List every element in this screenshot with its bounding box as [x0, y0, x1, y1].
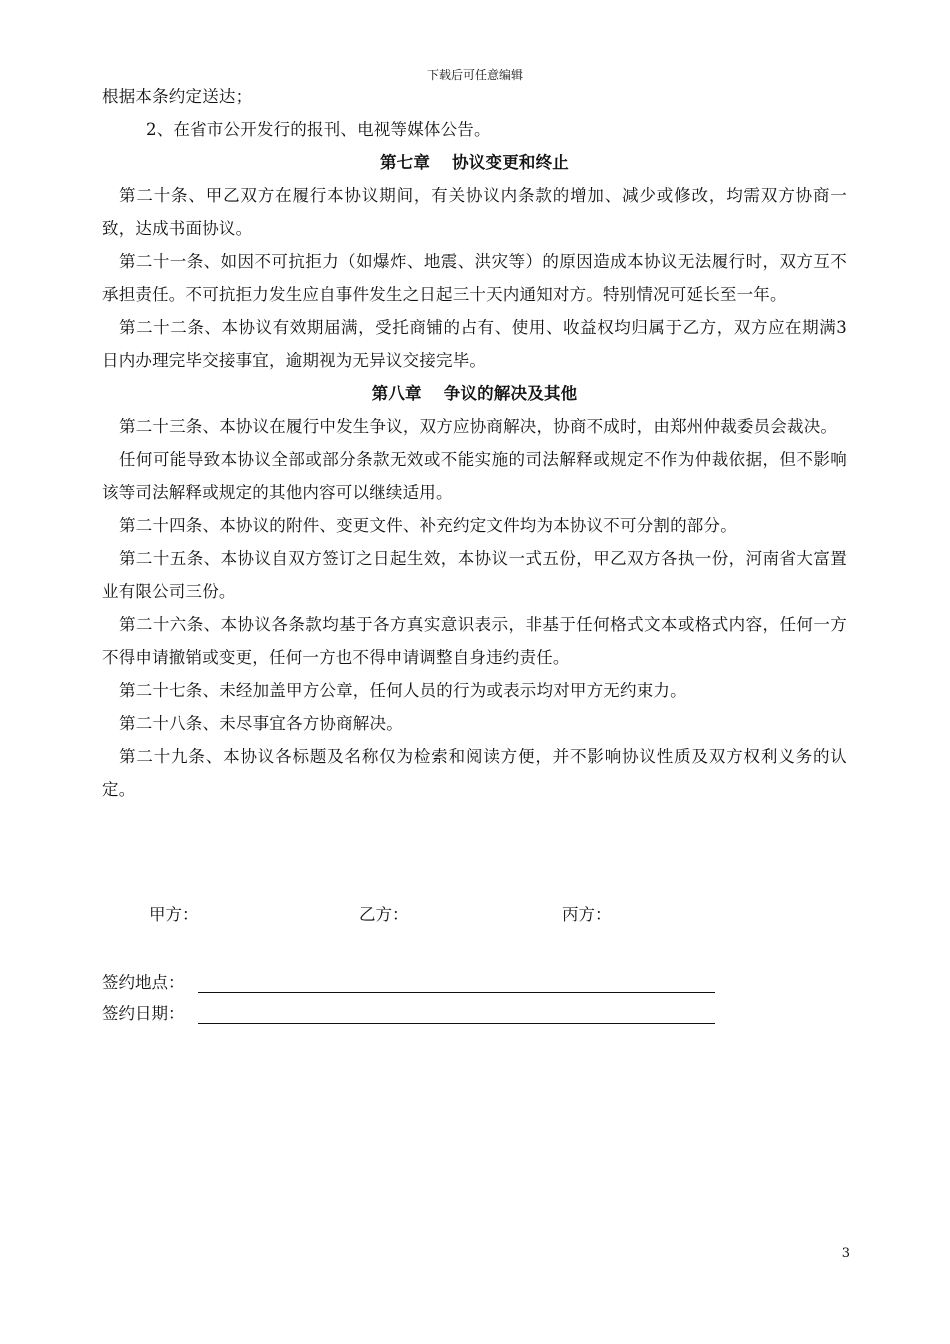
- chapter-number: 第八章: [371, 384, 422, 403]
- signing-place-blank: [198, 992, 715, 993]
- chapter-title: 争议的解决及其他: [443, 384, 578, 403]
- chapter-number: 第七章: [379, 153, 431, 172]
- signing-date-blank: [198, 1023, 715, 1024]
- signing-date-row: [102, 999, 722, 1029]
- page-number: 3: [841, 1246, 850, 1261]
- article-27: 第二十七条、未经加盖甲方公章，任何人员的行为或表示均对甲方无约束力。: [119, 681, 687, 700]
- article-26: 第二十六条、本协议各条款均基于各方真实意识表示，非基于任何格式文本或格式内容，任何一方不得申请撤销或变更，任何一方也不得申请调整自身违约责任。: [102, 615, 847, 667]
- article-29: 第二十九条、本协议各标题及名称仅为检索和阅读方便，并不影响协议性质及双方权利义务的认定。: [102, 747, 847, 799]
- signing-date-label: 签约日期：: [102, 1004, 185, 1023]
- signing-place-label: 签约地点：: [102, 973, 185, 992]
- paragraph: 2、在省市公开发行的报刊、电视等媒体公告。: [146, 120, 491, 139]
- paragraph: 根据本条约定送达；: [102, 87, 253, 106]
- article-21: 第二十一条、如因不可抗拒力（如爆炸、地震、洪灾等）的原因造成本协议无法履行时，双方互不承担责任。不可抗拒力发生应自事件发生之日起三十天内通知对方。特别情况可延长至一年。: [102, 252, 847, 304]
- article-28: 第二十八条、未尽事宜各方协商解决。: [119, 714, 403, 733]
- article-23-clause: 任何可能导致本协议全部或部分条款无效或不能实施的司法解释或规定不作为仲裁依据，但不影响该等司法解释或规定的其他内容可以继续适用。: [102, 450, 847, 502]
- signing-place-row: [102, 968, 722, 998]
- party-c-label: 丙方：: [562, 905, 612, 924]
- chapter-heading: [102, 146, 847, 179]
- article-23: 第二十三条、本协议在履行中发生争议，双方应协商解决，协商不成时，由郑州仲裁委员会裁决。: [119, 417, 838, 436]
- document-body: [102, 80, 847, 806]
- article-22: 第二十二条、本协议有效期届满，受托商铺的占有、使用、收益权均归属于乙方，双方应在期满3日内办理完毕交接事宜，逾期视为无异议交接完毕。: [102, 318, 847, 370]
- party-a-label: 甲方：: [149, 905, 199, 924]
- chapter-heading: [102, 377, 847, 410]
- parties-row: [102, 898, 847, 931]
- chapter-title: 协议变更和终止: [452, 153, 569, 172]
- article-25: 第二十五条、本协议自双方签订之日起生效，本协议一式五份，甲乙双方各执一份，河南省大富置业有限公司三份。: [102, 549, 847, 601]
- article-24: 第二十四条、本协议的附件、变更文件、补充约定文件均为本协议不可分割的部分。: [119, 516, 737, 535]
- party-b-label: 乙方：: [359, 905, 409, 924]
- article-20: 第二十条、甲乙双方在履行本协议期间，有关协议内条款的增加、减少或修改，均需双方协商一致，达成书面协议。: [102, 186, 847, 238]
- page-header: 下载后可任意编辑: [426, 68, 523, 82]
